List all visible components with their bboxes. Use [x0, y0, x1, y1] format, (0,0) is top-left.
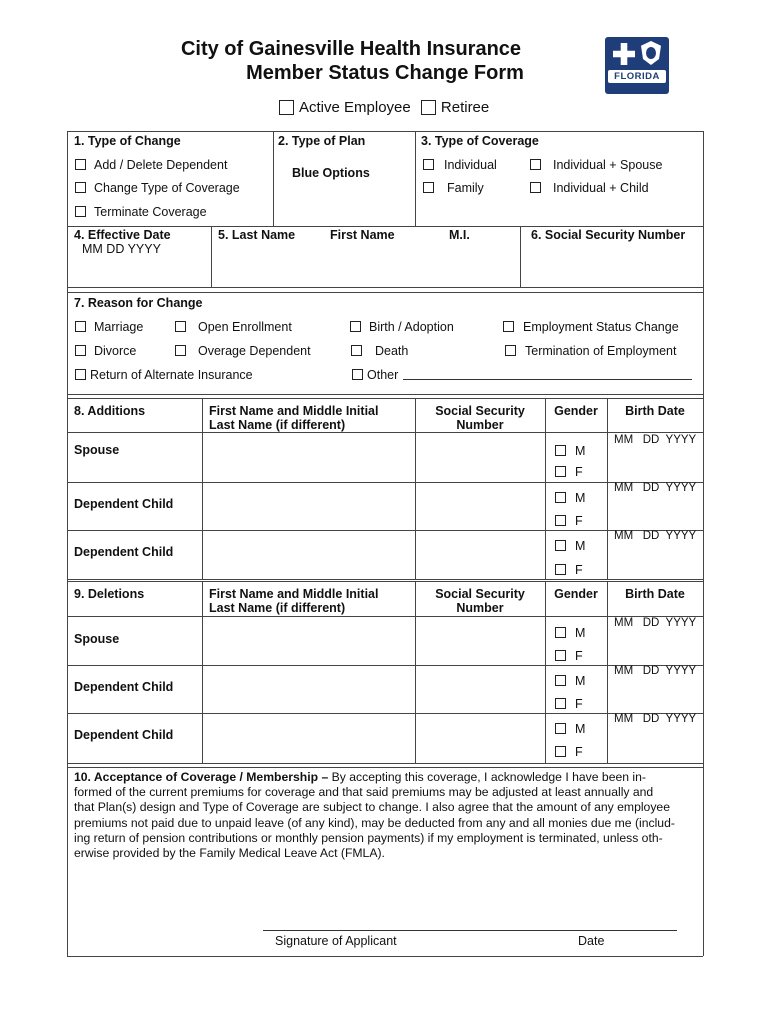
option-terminate-coverage[interactable]: Terminate Coverage: [75, 205, 207, 219]
active-employee-label: Active Employee: [299, 99, 411, 116]
reason-return-alternate-insurance[interactable]: Return of Alternate Insurance: [75, 368, 253, 382]
ssn-field[interactable]: [524, 246, 700, 284]
checkbox[interactable]: [75, 182, 86, 193]
checkbox[interactable]: [555, 698, 566, 709]
checkbox[interactable]: [75, 345, 86, 356]
coverage-individual-child[interactable]: Individual + Child: [530, 181, 649, 195]
checkbox[interactable]: [350, 321, 361, 332]
sec7-title: 7. Reason for Change: [74, 296, 203, 310]
other-reason-line[interactable]: [403, 379, 692, 380]
effective-date-format: MM DD YYYY: [82, 242, 161, 256]
gender-f-option[interactable]: F: [555, 697, 583, 711]
sec10-line: premiums not paid due to unpaid leave (of any kind), may be deducted from any and all monies due me (includ-: [74, 815, 675, 830]
checkbox[interactable]: [75, 159, 86, 170]
checkbox[interactable]: [505, 345, 516, 356]
gender-m-option[interactable]: M: [555, 444, 585, 458]
sec9-col-ssn-1: Social Security: [435, 587, 525, 601]
reason-open-enrollment[interactable]: Open Enrollment: [175, 320, 292, 334]
checkbox[interactable]: [555, 650, 566, 661]
blue-cross-icon: [613, 43, 635, 65]
checkbox[interactable]: [75, 206, 86, 217]
sec9-col-gender: Gender: [554, 587, 598, 601]
deletion-row-label: Dependent Child: [74, 680, 174, 694]
birth-date-format: MM DD YYYY: [614, 617, 697, 629]
gender-m-option[interactable]: M: [555, 539, 585, 553]
sec8-col-name-2: Last Name (if different): [209, 418, 346, 432]
checkbox[interactable]: [423, 159, 434, 170]
sec8-col-birth: Birth Date: [625, 404, 685, 418]
checkbox[interactable]: [352, 369, 363, 380]
checkbox[interactable]: [555, 540, 566, 551]
sec10-title: 10. Acceptance of Coverage / Membership –: [74, 770, 329, 784]
coverage-individual-spouse[interactable]: Individual + Spouse: [530, 158, 662, 172]
gender-m-option[interactable]: M: [555, 626, 585, 640]
sec8-col-ssn-1: Social Security: [435, 404, 525, 418]
reason-overage-dependent[interactable]: Overage Dependent: [175, 344, 311, 358]
plan-name: Blue Options: [292, 166, 370, 180]
checkbox[interactable]: [555, 492, 566, 503]
sec10-line: formed of the current premiums for coverage and that said premiums may be adjusted at least annually and: [74, 785, 654, 800]
sec10-line: erwise provided by the Family Medical Leave Act (FMLA).: [74, 846, 385, 861]
reason-birth-adoption[interactable]: Birth / Adoption: [350, 320, 454, 334]
deletion-row-label: Spouse: [74, 632, 120, 646]
gender-f-option[interactable]: F: [555, 563, 583, 577]
birth-date-format: MM DD YYYY: [614, 665, 697, 677]
addition-row-label: Dependent Child: [74, 545, 174, 559]
signature-line[interactable]: [263, 930, 677, 931]
gender-m-option[interactable]: M: [555, 491, 585, 505]
mi-label: M.I.: [449, 228, 470, 242]
sec8-col-gender: Gender: [554, 404, 598, 418]
first-name-label: First Name: [330, 228, 395, 242]
birth-date-format: MM DD YYYY: [614, 713, 697, 725]
gender-f-option[interactable]: F: [555, 745, 583, 759]
gender-m-option[interactable]: M: [555, 722, 585, 736]
option-change-type-coverage[interactable]: Change Type of Coverage: [75, 181, 240, 195]
deletion-row-label: Dependent Child: [74, 728, 174, 742]
checkbox[interactable]: [555, 466, 566, 477]
sec9-col-name-1: First Name and Middle Initial: [209, 587, 379, 601]
sec4-title: 4. Effective Date: [74, 228, 171, 242]
checkbox[interactable]: [175, 321, 186, 332]
checkbox[interactable]: [530, 182, 541, 193]
sec9-col-name-2: Last Name (if different): [209, 601, 346, 615]
reason-death[interactable]: Death: [351, 344, 408, 358]
sec9-col-ssn-2: Number: [456, 601, 504, 615]
form-title-line2: Member Status Change Form: [246, 62, 524, 84]
checkbox[interactable]: [423, 182, 434, 193]
gender-f-option[interactable]: F: [555, 649, 583, 663]
retiree-label: Retiree: [440, 99, 490, 116]
employee-status-row: [279, 99, 489, 116]
active-employee-checkbox[interactable]: [279, 100, 294, 115]
checkbox[interactable]: [75, 369, 86, 380]
sec1-title: 1. Type of Change: [74, 134, 181, 148]
addition-row-label: Dependent Child: [74, 497, 174, 511]
acceptance-paragraph: [74, 770, 700, 861]
reason-termination-employment[interactable]: Termination of Employment: [505, 344, 676, 358]
checkbox[interactable]: [503, 321, 514, 332]
form-title-line1: City of Gainesville Health Insurance: [180, 38, 522, 60]
sec6-title: 6. Social Security Number: [531, 228, 686, 242]
reason-divorce[interactable]: Divorce: [75, 344, 136, 358]
gender-f-option[interactable]: F: [555, 465, 583, 479]
checkbox[interactable]: [555, 746, 566, 757]
birth-date-format: MM DD YYYY: [614, 530, 697, 542]
bcbs-florida-logo: [605, 37, 669, 94]
signature-label: Signature of Applicant: [275, 934, 397, 948]
logo-text: FLORIDA: [614, 71, 660, 82]
sec9-title: 9. Deletions: [74, 587, 145, 601]
birth-date-format: MM DD YYYY: [614, 482, 697, 494]
checkbox[interactable]: [175, 345, 186, 356]
retiree-checkbox[interactable]: [421, 100, 436, 115]
birth-date-format: MM DD YYYY: [614, 434, 697, 446]
checkbox[interactable]: [555, 723, 566, 734]
reason-marriage[interactable]: Marriage: [75, 320, 143, 334]
checkbox[interactable]: [555, 445, 566, 456]
effective-date-field[interactable]: [70, 258, 208, 284]
sec8-title: 8. Additions: [74, 404, 146, 418]
coverage-individual[interactable]: Individual: [423, 158, 497, 172]
sec10-line: that Plan(s) design and Type of Coverage are subject to change. I also agree that the amount of any employee: [74, 800, 670, 815]
reason-other[interactable]: Other: [352, 368, 398, 382]
date-label: Date: [578, 934, 605, 948]
reason-employment-status-change[interactable]: Employment Status Change: [503, 320, 679, 334]
sec10-line: By accepting this coverage, I acknowledge I have been in-: [328, 770, 646, 784]
sec8-col-ssn-2: Number: [456, 418, 504, 432]
checkbox[interactable]: [555, 675, 566, 686]
sec8-col-name-1: First Name and Middle Initial: [209, 404, 379, 418]
checkbox[interactable]: [530, 159, 541, 170]
checkbox[interactable]: [351, 345, 362, 356]
sec3-title: 3. Type of Coverage: [421, 134, 539, 148]
sec9-col-birth: Birth Date: [625, 587, 685, 601]
checkbox[interactable]: [75, 321, 86, 332]
sec2-title: 2. Type of Plan: [278, 134, 366, 148]
checkbox[interactable]: [555, 515, 566, 526]
gender-m-option[interactable]: M: [555, 674, 585, 688]
name-field[interactable]: [214, 246, 517, 284]
option-add-delete-dependent[interactable]: Add / Delete Dependent: [75, 158, 227, 172]
checkbox[interactable]: [555, 627, 566, 638]
addition-row-label: Spouse: [74, 443, 120, 457]
last-name-label: 5. Last Name: [218, 228, 296, 242]
coverage-family[interactable]: Family: [423, 181, 484, 195]
checkbox[interactable]: [555, 564, 566, 575]
sec10-line: ing return of pension contributions or monthly pension payments) if my employment is terminated, unless oth-: [74, 830, 663, 845]
gender-f-option[interactable]: F: [555, 514, 583, 528]
